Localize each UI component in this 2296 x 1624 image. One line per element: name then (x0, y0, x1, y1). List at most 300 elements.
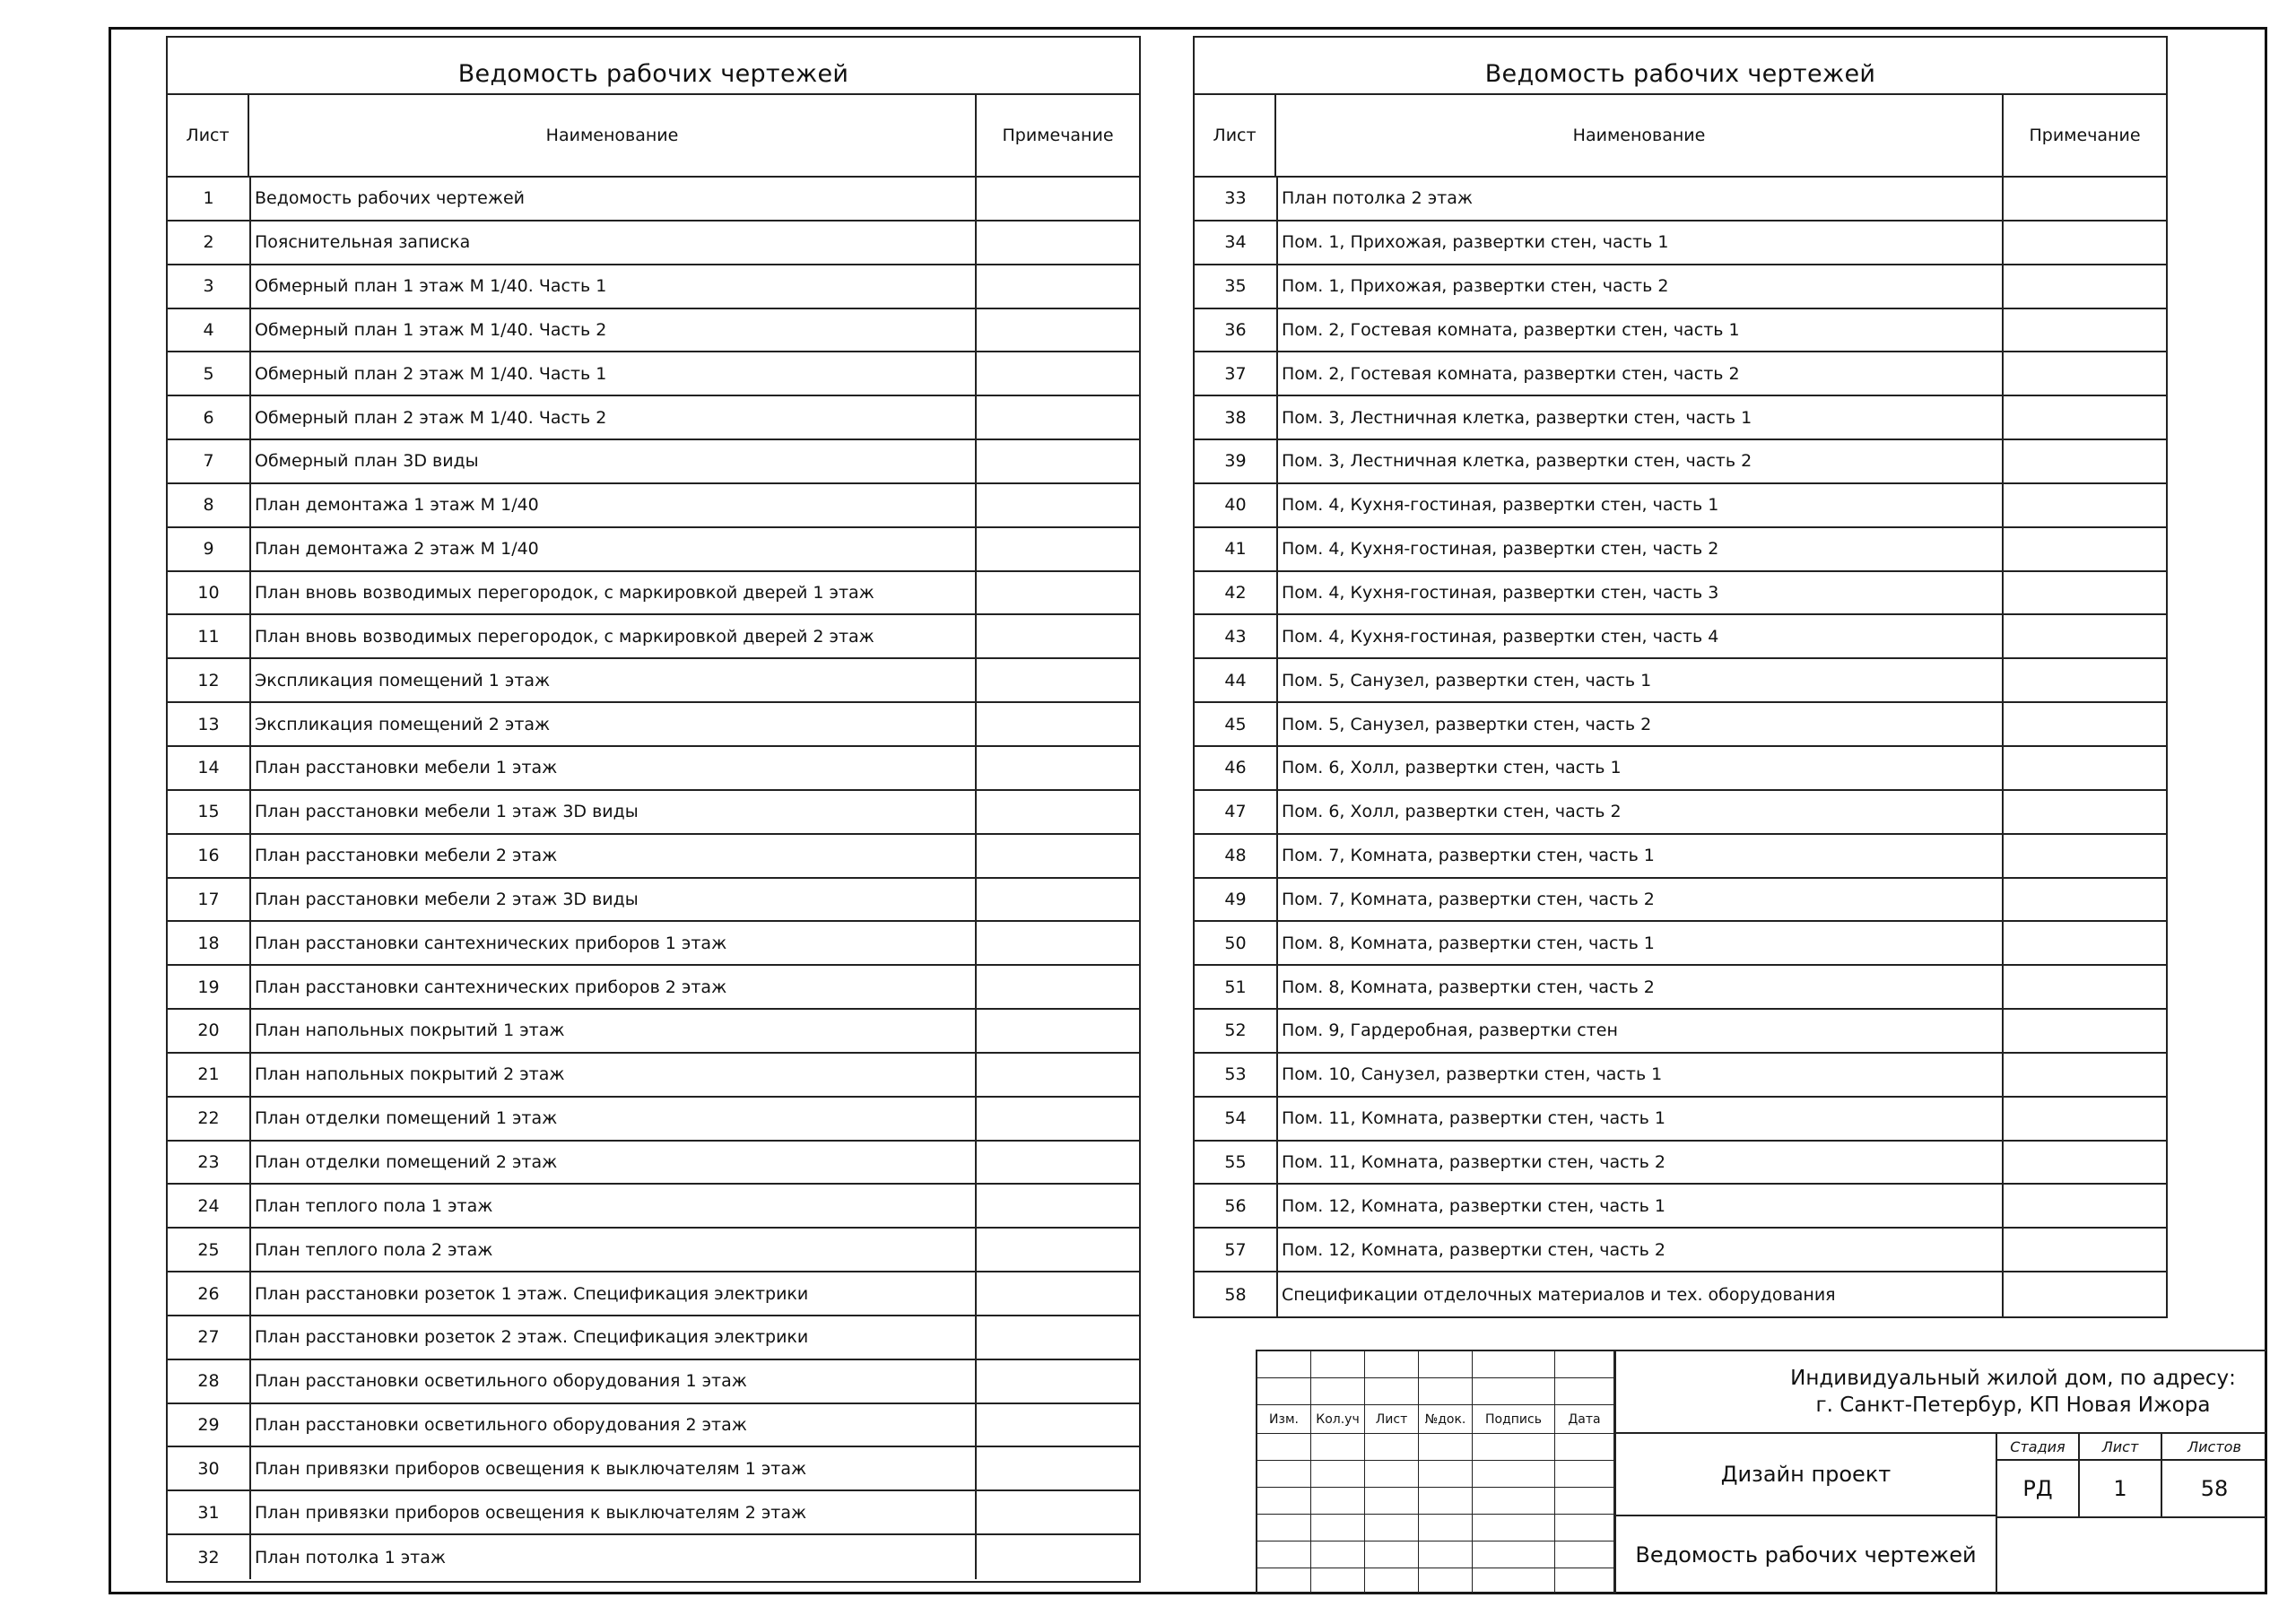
note-cell (2004, 835, 2166, 877)
col-name-header: Наименование (1276, 95, 2004, 176)
col-note-header: Примечание (1002, 126, 1114, 145)
drawing-name: Пом. 4, Кухня-гостиная, развертки стен, часть 1 (1278, 484, 2004, 526)
drawing-name: Пом. 8, Комната, развертки стен, часть 2 (1278, 966, 2004, 1008)
right-table-body (1195, 178, 2166, 1316)
table-row (168, 1185, 1139, 1229)
revision-cell (1311, 1541, 1365, 1568)
address-line-1: Индивидуальный жилой дом, по адресу: (1790, 1367, 2236, 1390)
revision-cell (1365, 1541, 1419, 1568)
drawing-name: План расстановки мебели 1 этаж (251, 747, 977, 789)
table-row (168, 484, 1139, 528)
revision-cell (1419, 1351, 1473, 1378)
note-cell (977, 659, 1139, 701)
revision-cell (1555, 1378, 1614, 1405)
drawing-name: План напольных покрытий 2 этаж (251, 1054, 977, 1096)
drawing-name: План отделки помещений 2 этаж (251, 1142, 977, 1184)
title-block (1256, 1350, 2266, 1594)
drawing-name: Пом. 1, Прихожая, развертки стен, часть 1 (1278, 221, 2004, 264)
note-cell (977, 791, 1139, 833)
table-row (168, 572, 1139, 616)
sheet-number: 13 (168, 703, 251, 745)
stage-label: Стадия (1997, 1434, 2078, 1461)
revision-cell (1555, 1434, 1614, 1461)
drawing-name: Пом. 11, Комната, развертки стен, часть 2 (1278, 1142, 2004, 1184)
sheet-number: 41 (1195, 528, 1278, 570)
note-cell (977, 879, 1139, 921)
table-row (168, 791, 1139, 835)
revision-cell (1257, 1378, 1311, 1405)
sheet-number: 48 (1195, 835, 1278, 877)
sheet-number: 52 (1195, 1010, 1278, 1052)
drawing-name: Пом. 2, Гостевая комната, развертки стен, часть 2 (1278, 352, 2004, 395)
table-row (1195, 1272, 2166, 1316)
sheet-number: 10 (168, 572, 251, 614)
table-row (168, 1272, 1139, 1316)
note-cell (977, 1404, 1139, 1446)
revision-cell (1473, 1568, 1555, 1594)
note-cell (977, 265, 1139, 308)
note-cell (977, 1535, 1139, 1579)
revision-header-cell: Лист (1365, 1405, 1419, 1434)
sheet-number: 1 (168, 178, 251, 220)
drawing-name: Пом. 12, Комната, развертки стен, часть 1 (1278, 1185, 2004, 1227)
table-row (168, 265, 1139, 309)
table-row (168, 703, 1139, 747)
table-row (168, 1054, 1139, 1098)
drawing-name: План демонтажа 2 этаж М 1/40 (251, 528, 977, 570)
sheet-number: 47 (1195, 791, 1278, 833)
sheet-number: 22 (168, 1098, 251, 1140)
table-row (1195, 879, 2166, 923)
revision-cell (1419, 1515, 1473, 1541)
table-row (168, 528, 1139, 572)
table-row (1195, 440, 2166, 484)
table-row (168, 178, 1139, 221)
revision-cell (1473, 1461, 1555, 1488)
drawing-name: План расстановки мебели 2 этаж 3D виды (251, 879, 977, 921)
sheet-number: 49 (1195, 879, 1278, 921)
table-row (1195, 396, 2166, 440)
drawing-name: План напольных покрытий 1 этаж (251, 1010, 977, 1052)
sheet-number: 53 (1195, 1054, 1278, 1096)
sheet-number: 43 (1195, 615, 1278, 657)
note-cell (2004, 265, 2166, 308)
col-note-header: Примечание (2029, 126, 2141, 145)
note-cell (977, 440, 1139, 482)
sheet-number: 58 (1195, 1272, 1278, 1316)
drawing-name: Экспликация помещений 1 этаж (251, 659, 977, 701)
drawing-name: Пом. 5, Санузел, развертки стен, часть 1 (1278, 659, 2004, 701)
table-row (168, 835, 1139, 879)
note-cell (2004, 966, 2166, 1008)
note-cell (977, 835, 1139, 877)
drawing-name: Пояснительная записка (251, 221, 977, 264)
note-cell (2004, 178, 2166, 220)
revision-cell (1473, 1541, 1555, 1568)
revision-grid (1257, 1351, 1614, 1594)
sheet-number: 54 (1195, 1098, 1278, 1140)
table-row (1195, 966, 2166, 1010)
revision-cell (1555, 1461, 1614, 1488)
stage-block (1997, 1434, 2266, 1518)
drawing-name: План вновь возводимых перегородок, с маркировкой дверей 2 этаж (251, 615, 977, 657)
sheet-number: 14 (168, 747, 251, 789)
drawing-name: План расстановки сантехнических приборов 2 этаж (251, 966, 977, 1008)
note-cell (977, 528, 1139, 570)
revision-cell (1311, 1351, 1365, 1378)
note-cell (2004, 221, 2166, 264)
note-cell (977, 747, 1139, 789)
sheet-number: 33 (1195, 178, 1278, 220)
note-cell (2004, 615, 2166, 657)
drawing-name: План расстановки мебели 1 этаж 3D виды (251, 791, 977, 833)
table-row (1195, 178, 2166, 221)
revision-cell (1311, 1434, 1365, 1461)
drawing-name: План расстановки сантехнических приборов 1 этаж (251, 922, 977, 964)
drawing-name: План расстановки розеток 2 этаж. Спецификация электрики (251, 1316, 977, 1359)
table-row (1195, 922, 2166, 966)
note-cell (2004, 396, 2166, 439)
col-sheet-header: Лист (1195, 95, 1276, 176)
drawing-name: Обмерный план 1 этаж М 1/40. Часть 2 (251, 309, 977, 352)
table-row (1195, 1229, 2166, 1272)
revision-cell (1555, 1351, 1614, 1378)
table-row (168, 1010, 1139, 1054)
sheets-label: Листов (2162, 1434, 2266, 1461)
revision-cell (1365, 1488, 1419, 1515)
drawing-name: Обмерный план 2 этаж М 1/40. Часть 1 (251, 352, 977, 395)
sheet-number: 37 (1195, 352, 1278, 395)
revision-cell (1365, 1568, 1419, 1594)
note-cell (2004, 352, 2166, 395)
drawing-name: Пом. 6, Холл, развертки стен, часть 1 (1278, 747, 2004, 789)
table-row (168, 221, 1139, 265)
table-row (168, 966, 1139, 1010)
sheet-number: 7 (168, 440, 251, 482)
sheet-number: 11 (168, 615, 251, 657)
left-table-body (168, 178, 1139, 1579)
drawing-name: План привязки приборов освещения к выключателям 1 этаж (251, 1447, 977, 1489)
sheet-number: 39 (1195, 440, 1278, 482)
note-cell (2004, 440, 2166, 482)
revision-cell (1365, 1434, 1419, 1461)
note-cell (2004, 879, 2166, 921)
sheet-number: 36 (1195, 309, 1278, 352)
note-cell (2004, 922, 2166, 964)
note-cell (977, 1185, 1139, 1227)
revision-cell (1257, 1488, 1311, 1515)
revision-cell (1555, 1541, 1614, 1568)
sheet-number: 23 (168, 1142, 251, 1184)
table-row (1195, 1010, 2166, 1054)
note-cell (2004, 1142, 2166, 1184)
drawing-name: Пом. 7, Комната, развертки стен, часть 1 (1278, 835, 2004, 877)
left-drawing-list-table (166, 36, 1141, 1583)
address-line-2: г. Санкт-Петербур, КП Новая Ижора (1815, 1394, 2211, 1417)
organization-cell (1997, 1516, 2266, 1594)
document-name: Ведомость рабочих чертежей (1616, 1516, 1997, 1594)
revision-cell (1311, 1461, 1365, 1488)
note-cell (977, 922, 1139, 964)
note-cell (977, 484, 1139, 526)
note-cell (977, 1010, 1139, 1052)
sheet-number: 34 (1195, 221, 1278, 264)
left-table-header (168, 95, 1139, 178)
revision-cell (1419, 1488, 1473, 1515)
sheet-cell (2080, 1434, 2162, 1516)
sheet-number: 50 (1195, 922, 1278, 964)
revision-cell (1365, 1461, 1419, 1488)
col-name-header: Наименование (249, 95, 977, 176)
note-cell (977, 1272, 1139, 1315)
sheet-number: 44 (1195, 659, 1278, 701)
revision-cell (1257, 1568, 1311, 1594)
table-row (1195, 1142, 2166, 1185)
note-cell (977, 1054, 1139, 1096)
note-cell (977, 352, 1139, 395)
revision-header-cell: Изм. (1257, 1405, 1311, 1434)
sheet-number: 31 (168, 1491, 251, 1533)
drawing-name: План теплого пола 2 этаж (251, 1229, 977, 1271)
stage-value: РД (2022, 1476, 2053, 1501)
table-row (168, 440, 1139, 484)
table-row (168, 1404, 1139, 1448)
sheet-number: 32 (168, 1535, 251, 1579)
table-row (168, 1491, 1139, 1535)
drawing-name: План привязки приборов освещения к выключателям 2 этаж (251, 1491, 977, 1533)
stage-cell (1997, 1434, 2080, 1516)
note-cell (2004, 309, 2166, 352)
table-row (1195, 747, 2166, 791)
note-cell (2004, 484, 2166, 526)
drawing-name: План отделки помещений 1 этаж (251, 1098, 977, 1140)
table-row (168, 1316, 1139, 1360)
table-row (1195, 1185, 2166, 1229)
note-cell (2004, 528, 2166, 570)
right-table-header (1195, 95, 2166, 178)
table-row (1195, 352, 2166, 396)
table-row (1195, 572, 2166, 616)
table-row (1195, 221, 2166, 265)
revision-cell (1419, 1378, 1473, 1405)
project-name: Дизайн проект (1616, 1434, 1997, 1516)
drawing-name: План демонтажа 1 этаж М 1/40 (251, 484, 977, 526)
sheet-number: 2 (168, 221, 251, 264)
col-sheet-header: Лист (168, 95, 249, 176)
drawing-name: Пом. 4, Кухня-гостиная, развертки стен, часть 3 (1278, 572, 2004, 614)
revision-cell (1311, 1488, 1365, 1515)
drawing-name: Пом. 3, Лестничная клетка, развертки стен, часть 2 (1278, 440, 2004, 482)
drawing-name: Пом. 11, Комната, развертки стен, часть 1 (1278, 1098, 2004, 1140)
sheets-cell (2162, 1434, 2266, 1516)
revision-cell (1473, 1351, 1555, 1378)
sheet-number: 40 (1195, 484, 1278, 526)
sheet-number: 3 (168, 265, 251, 308)
table-row (1195, 791, 2166, 835)
note-cell (2004, 791, 2166, 833)
note-cell (977, 966, 1139, 1008)
table-row (1195, 659, 2166, 703)
left-table-title: Ведомость рабочих чертежей (168, 38, 1139, 95)
note-cell (2004, 747, 2166, 789)
sheet-number: 18 (168, 922, 251, 964)
drawing-name: План расстановки мебели 2 этаж (251, 835, 977, 877)
sheet-number: 15 (168, 791, 251, 833)
drawing-name: Спецификации отделочных материалов и тех. оборудования (1278, 1272, 2004, 1316)
drawing-name: Пом. 12, Комната, развертки стен, часть 2 (1278, 1229, 2004, 1271)
sheet-number: 55 (1195, 1142, 1278, 1184)
right-table-title: Ведомость рабочих чертежей (1195, 38, 2166, 95)
table-row (168, 615, 1139, 659)
revision-cell (1473, 1488, 1555, 1515)
table-row (168, 1098, 1139, 1142)
sheet-number: 27 (168, 1316, 251, 1359)
drawing-name: Пом. 2, Гостевая комната, развертки стен, часть 1 (1278, 309, 2004, 352)
table-row (1195, 835, 2166, 879)
sheet-number: 46 (1195, 747, 1278, 789)
revision-cell (1257, 1461, 1311, 1488)
sheet-number: 8 (168, 484, 251, 526)
drawing-name: План теплого пола 1 этаж (251, 1185, 977, 1227)
table-row (1195, 703, 2166, 747)
table-row (168, 1535, 1139, 1579)
drawing-name: Пом. 9, Гардеробная, развертки стен (1278, 1010, 2004, 1052)
note-cell (2004, 1272, 2166, 1316)
note-cell (977, 178, 1139, 220)
drawing-name: Пом. 1, Прихожая, развертки стен, часть 2 (1278, 265, 2004, 308)
note-cell (977, 1491, 1139, 1533)
revision-header-cell: №док. (1419, 1405, 1473, 1434)
table-row (168, 659, 1139, 703)
drawing-name: Пом. 4, Кухня-гостиная, развертки стен, часть 2 (1278, 528, 2004, 570)
drawing-name: Пом. 3, Лестничная клетка, развертки стен, часть 1 (1278, 396, 2004, 439)
note-cell (977, 703, 1139, 745)
sheet-number: 4 (168, 309, 251, 352)
drawing-name: План вновь возводимых перегородок, с маркировкой дверей 1 этаж (251, 572, 977, 614)
revision-cell (1473, 1378, 1555, 1405)
revision-cell (1365, 1515, 1419, 1541)
sheet-label: Лист (2080, 1434, 2161, 1461)
drawing-name: Пом. 6, Холл, развертки стен, часть 2 (1278, 791, 2004, 833)
revision-cell (1555, 1515, 1614, 1541)
table-row (168, 396, 1139, 440)
note-cell (2004, 659, 2166, 701)
table-row (168, 1447, 1139, 1491)
revision-cell (1311, 1378, 1365, 1405)
revision-cell (1311, 1568, 1365, 1594)
note-cell (977, 309, 1139, 352)
revision-cell (1365, 1351, 1419, 1378)
table-row (168, 309, 1139, 353)
note-cell (977, 1098, 1139, 1140)
note-cell (2004, 1010, 2166, 1052)
note-cell (2004, 703, 2166, 745)
drawing-name: Обмерный план 1 этаж М 1/40. Часть 1 (251, 265, 977, 308)
right-drawing-list-table (1193, 36, 2168, 1318)
title-block-info (1614, 1351, 2266, 1594)
note-cell (977, 572, 1139, 614)
sheet-number: 21 (168, 1054, 251, 1096)
sheet-number: 17 (168, 879, 251, 921)
revision-cell (1473, 1434, 1555, 1461)
note-cell (977, 1447, 1139, 1489)
revision-cell (1365, 1378, 1419, 1405)
note-cell (977, 1360, 1139, 1403)
revision-header-cell: Кол.уч (1311, 1405, 1365, 1434)
drawing-name: Пом. 7, Комната, развертки стен, часть 2 (1278, 879, 2004, 921)
table-row (1195, 1098, 2166, 1142)
note-cell (2004, 1229, 2166, 1271)
revision-cell (1257, 1351, 1311, 1378)
table-row (168, 879, 1139, 923)
drawing-name: План потолка 1 этаж (251, 1535, 977, 1579)
revision-cell (1257, 1515, 1311, 1541)
sheet-number: 26 (168, 1272, 251, 1315)
revision-cell (1419, 1434, 1473, 1461)
drawing-name: Пом. 5, Санузел, развертки стен, часть 2 (1278, 703, 2004, 745)
sheet-number: 30 (168, 1447, 251, 1489)
sheet-number: 51 (1195, 966, 1278, 1008)
sheet-number: 19 (168, 966, 251, 1008)
revision-cell (1419, 1541, 1473, 1568)
table-row (1195, 484, 2166, 528)
table-row (168, 922, 1139, 966)
note-cell (977, 1229, 1139, 1271)
table-row (1195, 265, 2166, 309)
table-row (168, 352, 1139, 396)
note-cell (2004, 1098, 2166, 1140)
sheet-number: 16 (168, 835, 251, 877)
table-row (1195, 309, 2166, 353)
drawing-name: План расстановки осветильного оборудования 2 этаж (251, 1404, 977, 1446)
sheet-number: 35 (1195, 265, 1278, 308)
table-row (168, 747, 1139, 791)
note-cell (977, 1142, 1139, 1184)
revision-header-cell: Подпись (1473, 1405, 1555, 1434)
sheet-number: 56 (1195, 1185, 1278, 1227)
sheet-number: 25 (168, 1229, 251, 1271)
revision-cell (1419, 1461, 1473, 1488)
sheet-number: 29 (168, 1404, 251, 1446)
revision-cell (1473, 1515, 1555, 1541)
sheet-number: 24 (168, 1185, 251, 1227)
note-cell (2004, 1185, 2166, 1227)
sheet-number: 38 (1195, 396, 1278, 439)
note-cell (977, 396, 1139, 439)
revision-cell (1311, 1515, 1365, 1541)
note-cell (2004, 1054, 2166, 1096)
revision-cell (1257, 1434, 1311, 1461)
drawing-name: Обмерный план 3D виды (251, 440, 977, 482)
note-cell (2004, 572, 2166, 614)
table-row (168, 1229, 1139, 1272)
drawing-name: Ведомость рабочих чертежей (251, 178, 977, 220)
sheet-value: 1 (2113, 1476, 2127, 1501)
drawing-name: Обмерный план 2 этаж М 1/40. Часть 2 (251, 396, 977, 439)
drawing-name: Экспликация помещений 2 этаж (251, 703, 977, 745)
revision-cell (1555, 1488, 1614, 1515)
table-row (1195, 615, 2166, 659)
revision-cell (1555, 1568, 1614, 1594)
sheets-value: 58 (2200, 1476, 2229, 1501)
table-row (168, 1142, 1139, 1185)
revision-cell (1257, 1541, 1311, 1568)
drawing-name: Пом. 4, Кухня-гостиная, развертки стен, часть 4 (1278, 615, 2004, 657)
drawing-name: Пом. 10, Санузел, развертки стен, часть 1 (1278, 1054, 2004, 1096)
table-row (168, 1360, 1139, 1404)
note-cell (977, 615, 1139, 657)
drawing-name: План расстановки осветильного оборудования 1 этаж (251, 1360, 977, 1403)
